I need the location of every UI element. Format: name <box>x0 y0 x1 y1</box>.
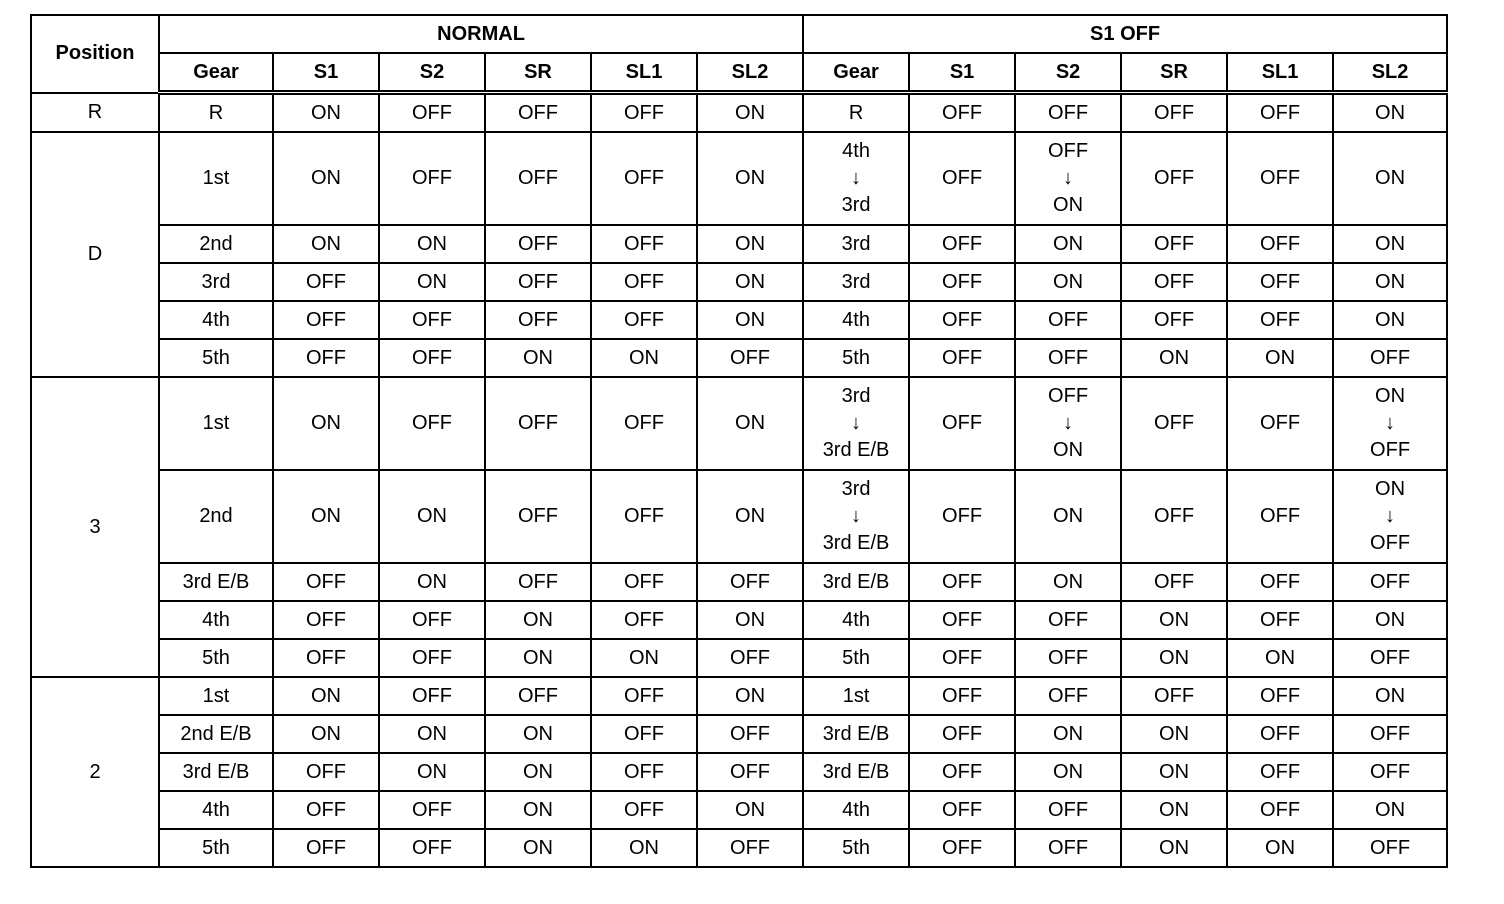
s1off-s1-cell: OFF <box>909 470 1015 563</box>
s1off-gear-cell: 3rd <box>803 225 909 263</box>
s1off-gear-cell: 3rd E/B <box>803 753 909 791</box>
s1off-gear-cell: 5th <box>803 639 909 677</box>
table-row <box>31 225 1447 263</box>
normal-sl2-cell: OFF <box>697 339 803 377</box>
s1off-s2-cell: OFF <box>1015 677 1121 715</box>
s1off-s2-cell: ON <box>1015 263 1121 301</box>
s1off-s2-cell: OFF <box>1015 639 1121 677</box>
normal-sl1-cell: OFF <box>591 263 697 301</box>
s1off-gear-cell: 4th <box>803 301 909 339</box>
normal-s1-cell: ON <box>273 93 379 133</box>
normal-s2-cell: ON <box>379 225 485 263</box>
s1off-sl2-cell: OFF <box>1333 639 1447 677</box>
s1off-gear-cell: 3rd ↓ 3rd E/B <box>803 470 909 563</box>
normal-sl2-cell: ON <box>697 791 803 829</box>
normal-sl2-cell: ON <box>697 132 803 225</box>
normal-sl1-cell: OFF <box>591 225 697 263</box>
normal-s2-cell: OFF <box>379 601 485 639</box>
s1off-gear-cell: R <box>803 93 909 133</box>
s1off-sr-cell: ON <box>1121 753 1227 791</box>
normal-sr-cell: ON <box>485 829 591 867</box>
s1off-s1-cell: OFF <box>909 639 1015 677</box>
s1off-gear-cell: 5th <box>803 339 909 377</box>
normal-s2-cell: OFF <box>379 829 485 867</box>
normal-s2-cell: ON <box>379 470 485 563</box>
s1off-s1-header: S1 <box>909 53 1015 93</box>
normal-sl1-cell: OFF <box>591 791 697 829</box>
normal-sr-cell: OFF <box>485 470 591 563</box>
normal-sl1-cell: OFF <box>591 715 697 753</box>
s1off-sl2-cell: OFF <box>1333 563 1447 601</box>
s1off-sr-cell: ON <box>1121 715 1227 753</box>
s1off-s2-cell: OFF <box>1015 829 1121 867</box>
s1off-s2-header: S2 <box>1015 53 1121 93</box>
header-row-columns <box>31 53 1447 93</box>
normal-s1-cell: OFF <box>273 563 379 601</box>
s1off-sl1-cell: OFF <box>1227 715 1333 753</box>
s1off-s1-cell: OFF <box>909 339 1015 377</box>
normal-s1-cell: OFF <box>273 639 379 677</box>
normal-sr-cell: OFF <box>485 263 591 301</box>
s1off-sl2-cell: ON <box>1333 301 1447 339</box>
normal-gear-cell: R <box>159 93 273 133</box>
normal-sr-cell: ON <box>485 601 591 639</box>
position-cell: 2 <box>31 677 159 867</box>
table-row <box>31 639 1447 677</box>
table-row <box>31 470 1447 563</box>
normal-sr-header: SR <box>485 53 591 93</box>
s1off-sl1-cell: OFF <box>1227 563 1333 601</box>
normal-sl1-header: SL1 <box>591 53 697 93</box>
normal-s1-cell: OFF <box>273 301 379 339</box>
normal-sl1-cell: OFF <box>591 132 697 225</box>
normal-sl2-cell: OFF <box>697 753 803 791</box>
s1off-gear-cell: 3rd E/B <box>803 715 909 753</box>
normal-sl2-cell: ON <box>697 377 803 470</box>
normal-sr-cell: ON <box>485 339 591 377</box>
normal-sl1-cell: OFF <box>591 377 697 470</box>
normal-sl1-cell: OFF <box>591 753 697 791</box>
s1off-sl2-cell: OFF <box>1333 829 1447 867</box>
s1off-sl1-cell: OFF <box>1227 132 1333 225</box>
s1off-sl1-cell: OFF <box>1227 377 1333 470</box>
normal-s1-cell: OFF <box>273 753 379 791</box>
table-row <box>31 132 1447 225</box>
s1off-sl1-header: SL1 <box>1227 53 1333 93</box>
s1off-s1-cell: OFF <box>909 377 1015 470</box>
normal-s1-cell: OFF <box>273 829 379 867</box>
table-row <box>31 93 1447 133</box>
normal-sr-cell: OFF <box>485 225 591 263</box>
normal-sr-cell: ON <box>485 639 591 677</box>
s1off-sr-cell: OFF <box>1121 301 1227 339</box>
s1off-gear-header: Gear <box>803 53 909 93</box>
normal-gear-header: Gear <box>159 53 273 93</box>
normal-sr-cell: OFF <box>485 677 591 715</box>
s1off-s1-cell: OFF <box>909 601 1015 639</box>
s1off-sl2-cell: ON <box>1333 93 1447 133</box>
normal-s1-cell: ON <box>273 715 379 753</box>
normal-sr-cell: OFF <box>485 301 591 339</box>
s1off-s1-cell: OFF <box>909 263 1015 301</box>
normal-s2-cell: ON <box>379 715 485 753</box>
table-row <box>31 715 1447 753</box>
s1off-sl1-cell: OFF <box>1227 263 1333 301</box>
s1off-sr-cell: ON <box>1121 339 1227 377</box>
s1off-sr-cell: OFF <box>1121 470 1227 563</box>
s1off-sl1-cell: ON <box>1227 339 1333 377</box>
s1off-sl2-header: SL2 <box>1333 53 1447 93</box>
s1off-s2-cell: OFF <box>1015 601 1121 639</box>
s1off-sl2-cell: ON <box>1333 132 1447 225</box>
normal-s2-cell: OFF <box>379 639 485 677</box>
s1off-sl1-cell: ON <box>1227 639 1333 677</box>
normal-sl2-cell: ON <box>697 263 803 301</box>
s1off-sr-cell: ON <box>1121 791 1227 829</box>
normal-gear-cell: 3rd <box>159 263 273 301</box>
normal-s1-header: S1 <box>273 53 379 93</box>
s1off-sl2-cell: ON ↓ OFF <box>1333 470 1447 563</box>
s1off-sl1-cell: ON <box>1227 829 1333 867</box>
normal-sl2-cell: ON <box>697 225 803 263</box>
s1off-s2-cell: OFF <box>1015 301 1121 339</box>
normal-s1-cell: ON <box>273 132 379 225</box>
normal-sl2-cell: ON <box>697 470 803 563</box>
solenoid-shift-table <box>30 14 1448 868</box>
normal-gear-cell: 1st <box>159 377 273 470</box>
normal-sl1-cell: OFF <box>591 563 697 601</box>
s1off-sr-cell: OFF <box>1121 93 1227 133</box>
normal-sl1-cell: ON <box>591 829 697 867</box>
normal-s2-cell: ON <box>379 263 485 301</box>
s1off-s1-cell: OFF <box>909 677 1015 715</box>
s1off-sr-cell: ON <box>1121 601 1227 639</box>
position-cell: 3 <box>31 377 159 677</box>
s1off-s2-cell: OFF <box>1015 339 1121 377</box>
s1off-sr-cell: OFF <box>1121 225 1227 263</box>
normal-sl2-header: SL2 <box>697 53 803 93</box>
normal-sl1-cell: OFF <box>591 677 697 715</box>
normal-gear-cell: 1st <box>159 132 273 225</box>
s1off-s2-cell: OFF ↓ ON <box>1015 132 1121 225</box>
normal-group-header: NORMAL <box>159 15 803 53</box>
s1off-s1-cell: OFF <box>909 715 1015 753</box>
normal-gear-cell: 5th <box>159 829 273 867</box>
normal-sr-cell: ON <box>485 753 591 791</box>
s1off-sl1-cell: OFF <box>1227 791 1333 829</box>
normal-sl1-cell: OFF <box>591 470 697 563</box>
normal-s2-header: S2 <box>379 53 485 93</box>
normal-gear-cell: 3rd E/B <box>159 753 273 791</box>
normal-s1-cell: ON <box>273 377 379 470</box>
table-row <box>31 677 1447 715</box>
normal-s1-cell: OFF <box>273 601 379 639</box>
table-row <box>31 829 1447 867</box>
normal-gear-cell: 2nd <box>159 470 273 563</box>
s1off-sr-cell: OFF <box>1121 563 1227 601</box>
normal-s2-cell: OFF <box>379 339 485 377</box>
header-row-groups <box>31 15 1447 53</box>
s1off-gear-cell: 3rd ↓ 3rd E/B <box>803 377 909 470</box>
s1off-gear-cell: 4th ↓ 3rd <box>803 132 909 225</box>
normal-s2-cell: OFF <box>379 791 485 829</box>
normal-gear-cell: 4th <box>159 791 273 829</box>
normal-sl2-cell: OFF <box>697 639 803 677</box>
table-row <box>31 339 1447 377</box>
s1off-s2-cell: OFF <box>1015 791 1121 829</box>
s1off-s1-cell: OFF <box>909 301 1015 339</box>
normal-s1-cell: OFF <box>273 791 379 829</box>
s1off-gear-cell: 3rd <box>803 263 909 301</box>
table-row <box>31 601 1447 639</box>
s1off-sl1-cell: OFF <box>1227 225 1333 263</box>
s1off-sl2-cell: ON <box>1333 677 1447 715</box>
normal-gear-cell: 5th <box>159 639 273 677</box>
s1off-sl2-cell: ON ↓ OFF <box>1333 377 1447 470</box>
table-row <box>31 301 1447 339</box>
s1off-s1-cell: OFF <box>909 753 1015 791</box>
s1off-sr-cell: OFF <box>1121 263 1227 301</box>
normal-s1-cell: ON <box>273 677 379 715</box>
s1off-gear-cell: 5th <box>803 829 909 867</box>
table-row <box>31 753 1447 791</box>
s1off-s1-cell: OFF <box>909 829 1015 867</box>
table-body <box>31 93 1447 868</box>
normal-sl1-cell: OFF <box>591 601 697 639</box>
normal-s2-cell: OFF <box>379 132 485 225</box>
normal-sr-cell: OFF <box>485 132 591 225</box>
normal-sl1-cell: OFF <box>591 93 697 133</box>
s1off-sl2-cell: OFF <box>1333 715 1447 753</box>
normal-s1-cell: OFF <box>273 339 379 377</box>
s1off-gear-cell: 1st <box>803 677 909 715</box>
normal-s2-cell: OFF <box>379 301 485 339</box>
s1off-s1-cell: OFF <box>909 132 1015 225</box>
normal-s2-cell: ON <box>379 563 485 601</box>
normal-gear-cell: 2nd E/B <box>159 715 273 753</box>
normal-gear-cell: 5th <box>159 339 273 377</box>
normal-gear-cell: 3rd E/B <box>159 563 273 601</box>
s1off-s2-cell: ON <box>1015 225 1121 263</box>
s1off-gear-cell: 4th <box>803 601 909 639</box>
normal-sl2-cell: ON <box>697 93 803 133</box>
position-cell: D <box>31 132 159 377</box>
normal-sl2-cell: OFF <box>697 829 803 867</box>
s1off-gear-cell: 3rd E/B <box>803 563 909 601</box>
normal-s2-cell: ON <box>379 753 485 791</box>
normal-gear-cell: 4th <box>159 601 273 639</box>
normal-sl1-cell: ON <box>591 339 697 377</box>
s1off-sl1-cell: OFF <box>1227 93 1333 133</box>
s1-off-group-header: S1 OFF <box>803 15 1447 53</box>
table-row <box>31 377 1447 470</box>
s1off-sr-cell: ON <box>1121 829 1227 867</box>
table-row <box>31 563 1447 601</box>
s1off-s1-cell: OFF <box>909 791 1015 829</box>
normal-sl2-cell: ON <box>697 677 803 715</box>
s1off-s2-cell: ON <box>1015 470 1121 563</box>
s1off-s2-cell: ON <box>1015 753 1121 791</box>
s1off-sl1-cell: OFF <box>1227 601 1333 639</box>
table-row <box>31 263 1447 301</box>
s1off-s2-cell: ON <box>1015 715 1121 753</box>
s1off-s1-cell: OFF <box>909 93 1015 133</box>
s1off-sr-cell: ON <box>1121 639 1227 677</box>
s1off-sl2-cell: ON <box>1333 225 1447 263</box>
normal-gear-cell: 1st <box>159 677 273 715</box>
normal-sl2-cell: OFF <box>697 715 803 753</box>
normal-s2-cell: OFF <box>379 377 485 470</box>
normal-sr-cell: ON <box>485 715 591 753</box>
s1off-sl2-cell: OFF <box>1333 753 1447 791</box>
normal-s1-cell: OFF <box>273 263 379 301</box>
normal-sl1-cell: OFF <box>591 301 697 339</box>
s1off-sl2-cell: ON <box>1333 601 1447 639</box>
normal-sr-cell: ON <box>485 791 591 829</box>
s1off-s1-cell: OFF <box>909 563 1015 601</box>
normal-sl2-cell: ON <box>697 601 803 639</box>
normal-s1-cell: ON <box>273 225 379 263</box>
normal-sl2-cell: ON <box>697 301 803 339</box>
s1off-sl1-cell: OFF <box>1227 301 1333 339</box>
position-header: Position <box>31 15 159 93</box>
s1off-sr-cell: OFF <box>1121 377 1227 470</box>
s1off-s2-cell: OFF ↓ ON <box>1015 377 1121 470</box>
normal-s2-cell: OFF <box>379 677 485 715</box>
s1off-sl1-cell: OFF <box>1227 677 1333 715</box>
s1off-s2-cell: OFF <box>1015 93 1121 133</box>
normal-sr-cell: OFF <box>485 377 591 470</box>
table-row <box>31 791 1447 829</box>
s1off-sr-header: SR <box>1121 53 1227 93</box>
normal-gear-cell: 2nd <box>159 225 273 263</box>
s1off-sl2-cell: ON <box>1333 263 1447 301</box>
s1off-sl1-cell: OFF <box>1227 470 1333 563</box>
s1off-sr-cell: OFF <box>1121 132 1227 225</box>
position-cell: R <box>31 93 159 133</box>
s1off-sr-cell: OFF <box>1121 677 1227 715</box>
normal-s1-cell: ON <box>273 470 379 563</box>
normal-sl1-cell: ON <box>591 639 697 677</box>
normal-sr-cell: OFF <box>485 563 591 601</box>
s1off-s1-cell: OFF <box>909 225 1015 263</box>
normal-sr-cell: OFF <box>485 93 591 133</box>
s1off-s2-cell: ON <box>1015 563 1121 601</box>
s1off-sl2-cell: ON <box>1333 791 1447 829</box>
normal-sl2-cell: OFF <box>697 563 803 601</box>
s1off-sl2-cell: OFF <box>1333 339 1447 377</box>
normal-s2-cell: OFF <box>379 93 485 133</box>
s1off-sl1-cell: OFF <box>1227 753 1333 791</box>
normal-gear-cell: 4th <box>159 301 273 339</box>
s1off-gear-cell: 4th <box>803 791 909 829</box>
